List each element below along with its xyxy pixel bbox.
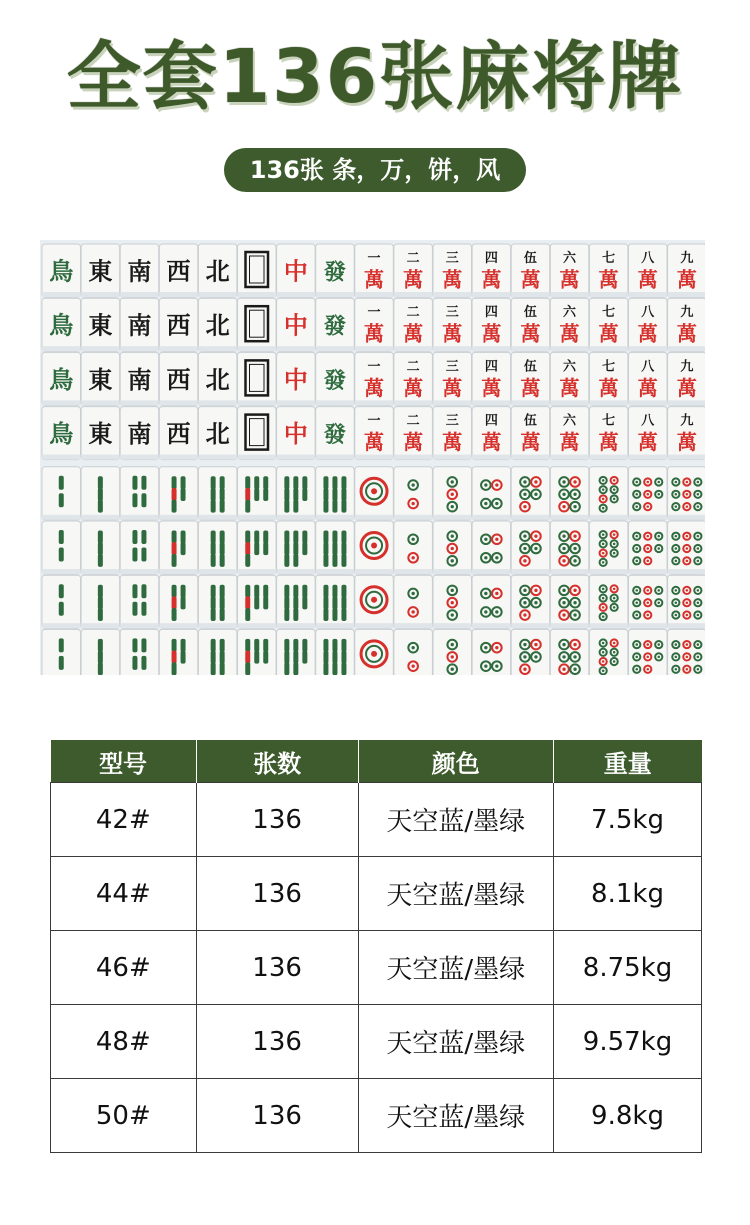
character-tile <box>668 407 705 460</box>
bamboo-tile <box>277 575 316 628</box>
wind-tile <box>159 407 198 460</box>
red-dragon-tile <box>277 244 316 297</box>
table-header-row <box>51 740 702 783</box>
character-tile <box>668 298 705 351</box>
dot-tile <box>472 467 511 520</box>
dot-tile <box>550 521 589 574</box>
svg-text:三: 三 <box>445 359 459 375</box>
character-tile <box>394 352 433 405</box>
cell-weight: 8.1kg <box>554 857 702 931</box>
dot-tile <box>394 521 433 574</box>
svg-text:四: 四 <box>484 359 498 375</box>
bamboo-tile <box>159 575 198 628</box>
svg-text:萬: 萬 <box>442 321 463 346</box>
bamboo-tile <box>42 521 81 574</box>
red-dragon-tile <box>277 407 316 460</box>
svg-text:西: 西 <box>166 419 191 449</box>
svg-text:萬: 萬 <box>364 375 385 400</box>
cell-count: 136 <box>196 1079 358 1153</box>
svg-text:萬: 萬 <box>520 321 541 346</box>
bird-tile <box>42 298 81 351</box>
green-dragon-tile <box>316 352 355 405</box>
wind-tile <box>198 352 237 405</box>
white-dragon-tile <box>238 298 277 351</box>
character-tile <box>472 298 511 351</box>
svg-text:中: 中 <box>283 310 308 340</box>
page-title: 全套136张麻将牌 <box>66 34 684 120</box>
svg-text:南: 南 <box>127 419 152 449</box>
character-tile <box>629 244 668 297</box>
character-tile <box>355 352 394 405</box>
svg-text:一: 一 <box>367 413 381 429</box>
dot-tile <box>472 521 511 574</box>
character-tile <box>472 407 511 460</box>
svg-text:二: 二 <box>406 305 420 321</box>
svg-text:二: 二 <box>406 251 420 266</box>
svg-text:萬: 萬 <box>364 321 385 346</box>
dot-tile <box>511 629 550 675</box>
svg-text:萬: 萬 <box>676 430 697 455</box>
cell-weight: 9.8kg <box>554 1079 702 1153</box>
character-tile <box>589 244 628 297</box>
dot-tile <box>550 575 589 628</box>
bamboo-tile <box>316 521 355 574</box>
cell-color: 天空蓝/墨绿 <box>358 1005 553 1079</box>
dot-tile <box>589 629 628 675</box>
table-row <box>51 931 702 1005</box>
svg-text:北: 北 <box>205 256 230 286</box>
cell-color: 天空蓝/墨绿 <box>358 1079 553 1153</box>
bamboo-tile <box>120 521 159 574</box>
dot-tile <box>472 629 511 675</box>
svg-text:九: 九 <box>680 251 694 266</box>
wind-tile <box>81 407 120 460</box>
svg-text:萬: 萬 <box>520 375 541 400</box>
svg-text:三: 三 <box>445 413 459 429</box>
dot-tile <box>629 521 668 574</box>
wind-tile <box>198 407 237 460</box>
cell-model: 46# <box>51 931 197 1005</box>
svg-text:萬: 萬 <box>559 267 580 292</box>
bamboo-tile <box>42 575 81 628</box>
character-tile <box>550 244 589 297</box>
table-row <box>51 783 702 857</box>
character-tile <box>472 244 511 297</box>
svg-text:東: 東 <box>88 364 113 394</box>
character-tile <box>629 407 668 460</box>
svg-text:萬: 萬 <box>637 430 658 455</box>
wind-tile <box>198 298 237 351</box>
dot-tile <box>511 467 550 520</box>
svg-text:鳥: 鳥 <box>49 419 74 449</box>
character-tile <box>394 244 433 297</box>
svg-text:八: 八 <box>641 359 655 375</box>
bamboo-tile <box>120 575 159 628</box>
svg-text:鳥: 鳥 <box>49 310 74 340</box>
one-dot-tile <box>355 467 394 520</box>
character-tile <box>589 407 628 460</box>
white-dragon-tile <box>238 352 277 405</box>
wind-tile <box>120 407 159 460</box>
dot-tile <box>550 467 589 520</box>
svg-text:萬: 萬 <box>481 321 502 346</box>
character-tile <box>511 352 550 405</box>
svg-text:萬: 萬 <box>559 375 580 400</box>
svg-text:六: 六 <box>563 413 577 429</box>
svg-text:萬: 萬 <box>598 430 619 455</box>
svg-text:萬: 萬 <box>598 321 619 346</box>
svg-text:八: 八 <box>641 413 655 429</box>
character-tile <box>550 407 589 460</box>
wind-tile <box>120 352 159 405</box>
svg-text:北: 北 <box>205 364 230 394</box>
svg-text:萬: 萬 <box>637 375 658 400</box>
one-dot-tile <box>355 629 394 675</box>
table-row <box>51 1079 702 1153</box>
dot-tile <box>433 629 472 675</box>
wind-tile <box>120 244 159 297</box>
svg-text:萬: 萬 <box>676 321 697 346</box>
character-tile <box>433 244 472 297</box>
svg-text:萬: 萬 <box>403 267 424 292</box>
svg-text:萬: 萬 <box>403 321 424 346</box>
svg-text:西: 西 <box>166 256 191 286</box>
mahjong-tiles-photo <box>40 240 705 675</box>
svg-text:中: 中 <box>283 419 308 449</box>
dot-tile <box>629 467 668 520</box>
svg-text:六: 六 <box>563 305 577 321</box>
cell-color: 天空蓝/墨绿 <box>358 931 553 1005</box>
svg-text:伍: 伍 <box>523 359 537 375</box>
character-tile <box>550 352 589 405</box>
bamboo-tile <box>120 629 159 675</box>
dot-tile <box>433 467 472 520</box>
green-dragon-tile <box>316 244 355 297</box>
cell-weight: 9.57kg <box>554 1005 702 1079</box>
svg-text:九: 九 <box>680 413 694 429</box>
character-tile <box>433 298 472 351</box>
bird-tile <box>42 352 81 405</box>
svg-text:八: 八 <box>641 251 655 266</box>
character-tile <box>629 298 668 351</box>
svg-text:六: 六 <box>563 359 577 375</box>
header-color: 颜色 <box>358 740 553 783</box>
green-dragon-tile <box>316 407 355 460</box>
bamboo-tile <box>42 629 81 675</box>
svg-text:萬: 萬 <box>598 375 619 400</box>
svg-text:萬: 萬 <box>442 375 463 400</box>
character-tile <box>550 298 589 351</box>
dot-tile <box>472 575 511 628</box>
character-tile <box>511 298 550 351</box>
bamboo-tile <box>159 467 198 520</box>
subtitle-badge: 136张 条，万，饼，风 <box>224 148 526 192</box>
white-dragon-tile <box>238 244 277 297</box>
dot-tile <box>394 629 433 675</box>
cell-model: 50# <box>51 1079 197 1153</box>
wind-tile <box>120 298 159 351</box>
svg-text:萬: 萬 <box>403 375 424 400</box>
svg-text:一: 一 <box>367 359 381 375</box>
red-dragon-tile <box>277 298 316 351</box>
svg-text:南: 南 <box>127 364 152 394</box>
cell-weight: 7.5kg <box>554 783 702 857</box>
bamboo-tile <box>316 467 355 520</box>
character-tile <box>394 298 433 351</box>
svg-text:鳥: 鳥 <box>49 364 74 394</box>
wind-tile <box>159 244 198 297</box>
cell-model: 48# <box>51 1005 197 1079</box>
svg-text:東: 東 <box>88 419 113 449</box>
dot-tile <box>668 575 705 628</box>
svg-text:北: 北 <box>205 419 230 449</box>
dot-tile <box>589 575 628 628</box>
dot-tile <box>433 575 472 628</box>
svg-text:南: 南 <box>127 310 152 340</box>
bamboo-tile <box>81 521 120 574</box>
cell-weight: 8.75kg <box>554 931 702 1005</box>
wind-tile <box>81 244 120 297</box>
svg-text:四: 四 <box>484 251 498 266</box>
bamboo-tile <box>316 629 355 675</box>
svg-text:九: 九 <box>680 359 694 375</box>
cell-color: 天空蓝/墨绿 <box>358 783 553 857</box>
svg-text:中: 中 <box>283 256 308 286</box>
svg-text:發: 發 <box>323 367 346 394</box>
svg-text:萬: 萬 <box>559 430 580 455</box>
svg-text:萬: 萬 <box>364 267 385 292</box>
green-dragon-tile <box>316 298 355 351</box>
svg-text:北: 北 <box>205 310 230 340</box>
svg-text:三: 三 <box>445 305 459 321</box>
bamboo-tile <box>198 467 237 520</box>
cell-color: 天空蓝/墨绿 <box>358 857 553 931</box>
header-weight: 重量 <box>554 740 702 783</box>
dot-tile <box>433 521 472 574</box>
svg-text:鳥: 鳥 <box>49 256 74 286</box>
svg-text:六: 六 <box>563 251 577 266</box>
character-tile <box>394 407 433 460</box>
svg-text:二: 二 <box>406 359 420 375</box>
dot-tile <box>550 629 589 675</box>
character-tile <box>355 298 394 351</box>
bird-tile <box>42 407 81 460</box>
cell-model: 42# <box>51 783 197 857</box>
svg-text:萬: 萬 <box>442 267 463 292</box>
bird-tile <box>42 244 81 297</box>
svg-text:七: 七 <box>602 251 616 266</box>
bamboo-tile <box>238 467 277 520</box>
svg-text:二: 二 <box>406 413 420 429</box>
svg-text:萬: 萬 <box>481 375 502 400</box>
svg-text:西: 西 <box>166 310 191 340</box>
cell-count: 136 <box>196 931 358 1005</box>
svg-text:萬: 萬 <box>520 267 541 292</box>
svg-text:萬: 萬 <box>442 430 463 455</box>
bamboo-tile <box>159 521 198 574</box>
dot-tile <box>668 467 705 520</box>
svg-text:萬: 萬 <box>637 267 658 292</box>
svg-text:萬: 萬 <box>676 267 697 292</box>
svg-text:發: 發 <box>323 313 346 340</box>
svg-text:南: 南 <box>127 256 152 286</box>
svg-text:一: 一 <box>367 305 381 321</box>
svg-text:伍: 伍 <box>523 251 537 266</box>
bamboo-tile <box>42 467 81 520</box>
bamboo-tile <box>277 629 316 675</box>
dot-tile <box>668 521 705 574</box>
bamboo-tile <box>238 629 277 675</box>
character-tile <box>511 407 550 460</box>
table-row <box>51 857 702 931</box>
svg-text:四: 四 <box>484 413 498 429</box>
svg-text:四: 四 <box>484 305 498 321</box>
dot-tile <box>629 575 668 628</box>
svg-text:七: 七 <box>602 305 616 321</box>
svg-text:伍: 伍 <box>523 413 537 429</box>
cell-count: 136 <box>196 857 358 931</box>
character-tile <box>589 352 628 405</box>
svg-text:三: 三 <box>445 251 459 266</box>
svg-text:萬: 萬 <box>598 267 619 292</box>
one-dot-tile <box>355 575 394 628</box>
dot-tile <box>511 575 550 628</box>
white-dragon-tile <box>238 407 277 460</box>
character-tile <box>629 352 668 405</box>
svg-text:九: 九 <box>680 305 694 321</box>
svg-text:萬: 萬 <box>559 321 580 346</box>
svg-text:萬: 萬 <box>364 430 385 455</box>
bamboo-tile <box>316 575 355 628</box>
bamboo-tile <box>198 575 237 628</box>
dot-tile <box>511 521 550 574</box>
wind-tile <box>159 298 198 351</box>
svg-text:萬: 萬 <box>637 321 658 346</box>
wind-tile <box>198 244 237 297</box>
svg-text:西: 西 <box>166 364 191 394</box>
svg-text:伍: 伍 <box>523 305 537 321</box>
dot-tile <box>629 629 668 675</box>
svg-text:七: 七 <box>602 359 616 375</box>
character-tile <box>589 298 628 351</box>
svg-text:萬: 萬 <box>403 430 424 455</box>
character-tile <box>433 407 472 460</box>
header-count: 张数 <box>196 740 358 783</box>
bamboo-tile <box>120 467 159 520</box>
character-tile <box>355 407 394 460</box>
dot-tile <box>589 467 628 520</box>
svg-text:萬: 萬 <box>520 430 541 455</box>
character-tile <box>668 352 705 405</box>
svg-text:萬: 萬 <box>676 375 697 400</box>
character-tile <box>355 244 394 297</box>
dot-tile <box>589 521 628 574</box>
wind-tile <box>159 352 198 405</box>
red-dragon-tile <box>277 352 316 405</box>
svg-text:八: 八 <box>641 305 655 321</box>
bamboo-tile <box>198 521 237 574</box>
dot-tile <box>668 629 705 675</box>
character-tile <box>472 352 511 405</box>
spec-table <box>50 740 702 1153</box>
bamboo-tile <box>81 629 120 675</box>
cell-count: 136 <box>196 783 358 857</box>
bamboo-tile <box>81 575 120 628</box>
bamboo-tile <box>81 467 120 520</box>
svg-text:東: 東 <box>88 256 113 286</box>
svg-text:萬: 萬 <box>481 267 502 292</box>
wind-tile <box>81 298 120 351</box>
cell-model: 44# <box>51 857 197 931</box>
bamboo-tile <box>198 629 237 675</box>
svg-text:七: 七 <box>602 413 616 429</box>
wind-tile <box>81 352 120 405</box>
bamboo-tile <box>238 521 277 574</box>
cell-count: 136 <box>196 1005 358 1079</box>
bamboo-tile <box>277 467 316 520</box>
character-tile <box>433 352 472 405</box>
character-tile <box>668 244 705 297</box>
bamboo-tile <box>277 521 316 574</box>
header-model: 型号 <box>51 740 197 783</box>
dot-tile <box>394 467 433 520</box>
bamboo-tile <box>238 575 277 628</box>
one-dot-tile <box>355 521 394 574</box>
svg-text:東: 東 <box>88 310 113 340</box>
svg-text:一: 一 <box>367 251 381 266</box>
svg-text:發: 發 <box>323 259 346 286</box>
bamboo-tile <box>159 629 198 675</box>
dot-tile <box>394 575 433 628</box>
svg-text:萬: 萬 <box>481 430 502 455</box>
table-row <box>51 1005 702 1079</box>
character-tile <box>511 244 550 297</box>
svg-text:中: 中 <box>283 364 308 394</box>
svg-text:發: 發 <box>323 422 346 449</box>
